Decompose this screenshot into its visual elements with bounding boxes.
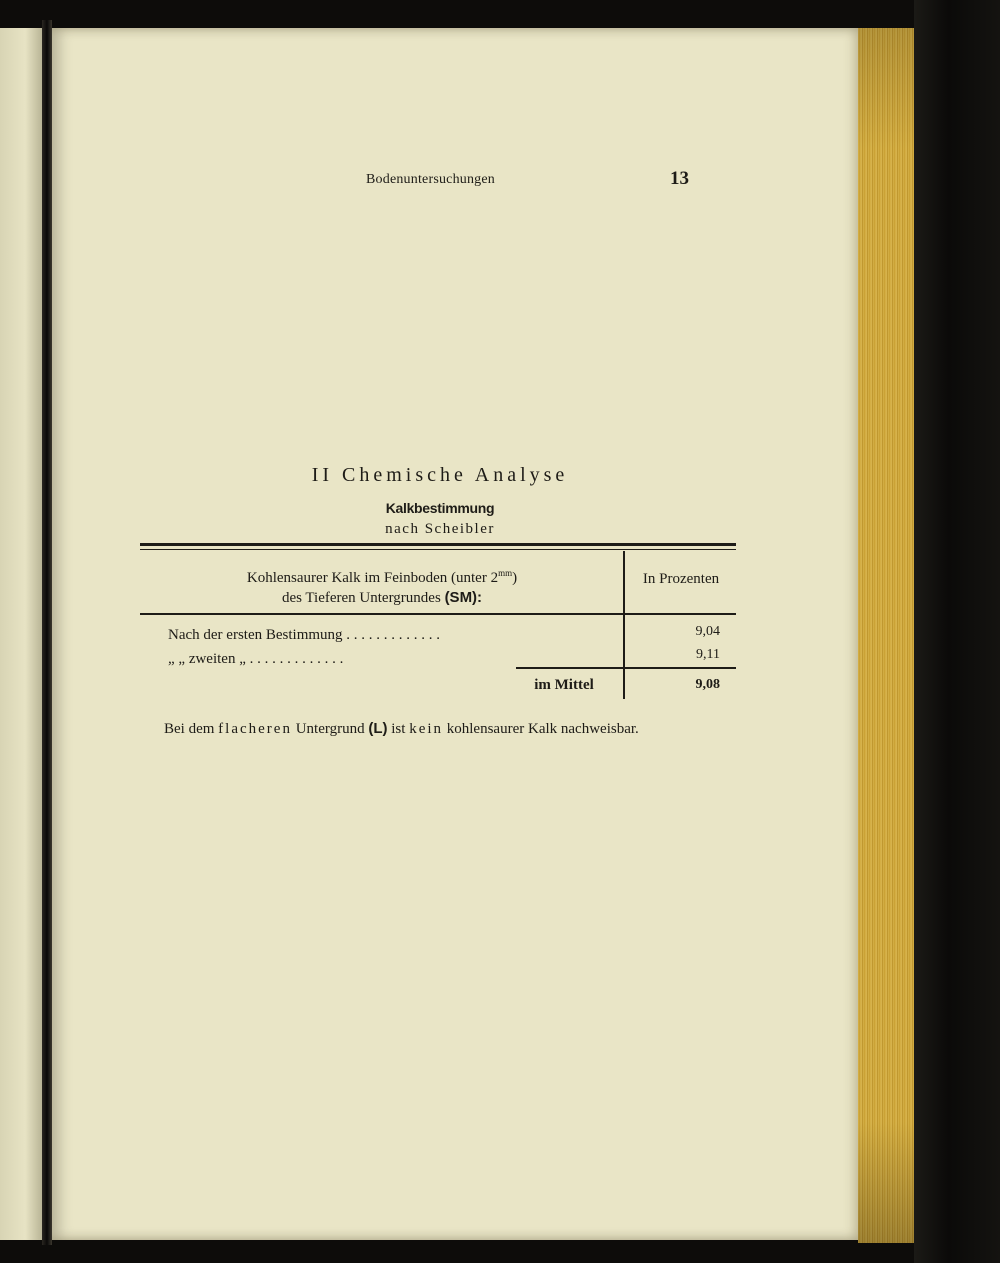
table-top-rule-thin [140, 549, 736, 550]
total-value: 9,08 [695, 677, 720, 692]
table-row-value: 9,04 [695, 624, 720, 639]
book-cover [914, 0, 1000, 1263]
header-line1-prefix: Kohlensaurer Kalk im Feinboden (unter 2 [246, 570, 499, 586]
footnote-code: (L) [368, 720, 388, 737]
value-column-header: In Prozenten [642, 571, 720, 587]
book-gutter [42, 20, 52, 1245]
table-total-rule [516, 667, 736, 669]
header-line1-suffix: ) [512, 570, 518, 586]
total-label: im Mittel [534, 677, 594, 693]
section-subtitle: Kalkbestimmung [385, 500, 495, 516]
footnote-part1: Bei dem [164, 721, 215, 737]
page-number: 13 [670, 168, 689, 189]
footnote-part6: kohlensaurer Kalk nachweisbar. [446, 721, 639, 737]
table-top-rule-thick [140, 543, 736, 546]
table-row-label: „ „ zweiten „ . . . . . . . . . . . . . [168, 651, 344, 667]
table-column-header [140, 564, 624, 608]
header-line2: des Tieferen Untergrundes [281, 590, 441, 606]
header-code: (SM): [444, 589, 483, 606]
footnote-part2: flacheren [218, 721, 292, 737]
table-header-rule [140, 613, 736, 615]
page-edges-shadow [858, 28, 914, 1243]
footnote-part4: ist [391, 721, 406, 737]
section-title: II Chemische Analyse [311, 464, 569, 486]
method-line: nach Scheibler [385, 521, 495, 537]
facing-page-edge [0, 28, 42, 1240]
header-superscript: mm [498, 568, 513, 578]
running-title: Bodenuntersuchungen [366, 172, 495, 187]
footnote [164, 720, 639, 738]
footnote-part3: Untergrund [295, 721, 365, 737]
footnote-part5: kein [409, 721, 444, 737]
table-row-value: 9,11 [696, 647, 720, 662]
table-row-label: Nach der ersten Bestimmung . . . . . . . . . . . . . [168, 627, 441, 643]
